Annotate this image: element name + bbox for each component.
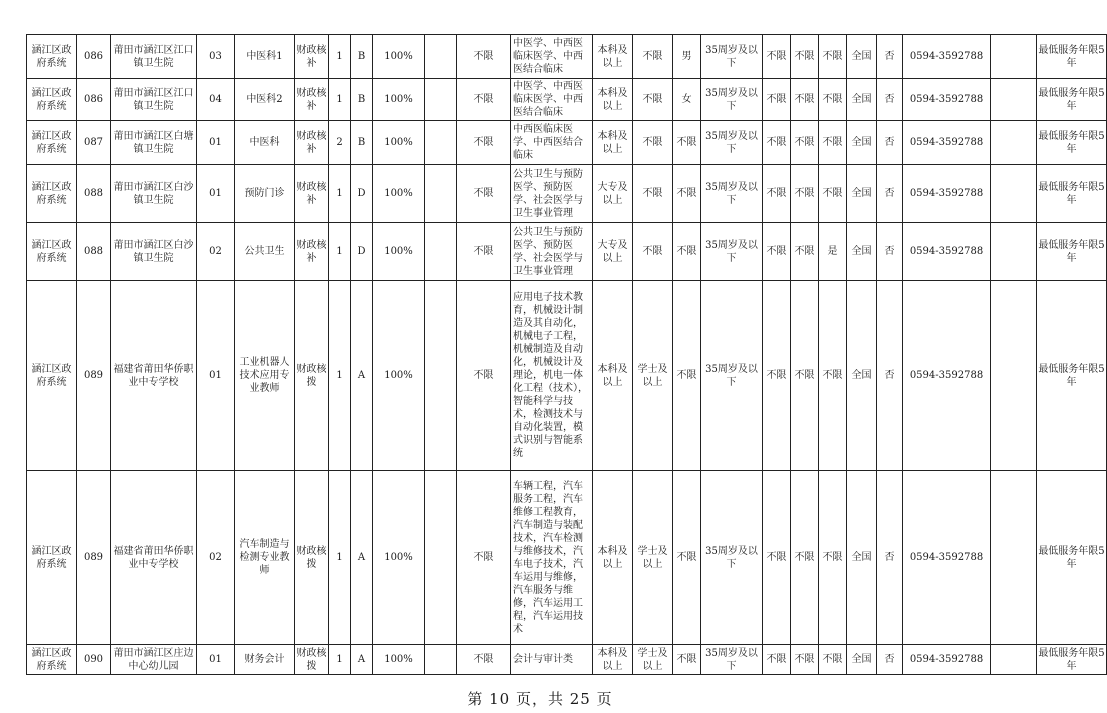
cell-unit-code: 086	[77, 79, 111, 121]
cell-category: B	[351, 35, 373, 79]
cell-system: 涵江区政府系统	[27, 223, 77, 281]
cell-unit-code: 088	[77, 223, 111, 281]
cell-education: 本科及以上	[593, 121, 633, 165]
cell-age: 35周岁及以下	[701, 79, 763, 121]
table-row	[27, 121, 1107, 165]
cell-major: 公共卫生与预防医学、预防医学、社会医学与卫生事业管理	[511, 223, 593, 281]
cell-education: 本科及以上	[593, 35, 633, 79]
cell-unit-code: 089	[77, 471, 111, 645]
cell-num: 1	[329, 79, 351, 121]
cell-num: 1	[329, 223, 351, 281]
cell-c1: 不限	[763, 281, 791, 471]
cell-phone: 0594-3592788	[903, 121, 991, 165]
cell-unit-code: 087	[77, 121, 111, 165]
cell-ratio: 100%	[373, 471, 425, 645]
cell-education: 大专及以上	[593, 223, 633, 281]
cell-c1: 不限	[763, 165, 791, 223]
cell-c3: 不限	[819, 471, 847, 645]
cell-area: 全国	[847, 281, 877, 471]
cell-phone: 0594-3592788	[903, 35, 991, 79]
cell-quota: 不限	[457, 645, 511, 675]
cell-category: A	[351, 281, 373, 471]
cell-phone: 0594-3592788	[903, 645, 991, 675]
cell-funding: 财政核补	[295, 79, 329, 121]
cell-system: 涵江区政府系统	[27, 165, 77, 223]
cell-num: 2	[329, 121, 351, 165]
cell-major: 中医学、中西医临床医学、中西医结合临床	[511, 35, 593, 79]
cell-pos-code: 01	[197, 165, 235, 223]
cell-note: 最低服务年限5年	[1037, 223, 1107, 281]
cell-system: 涵江区政府系统	[27, 79, 77, 121]
cell-major: 应用电子技术教育，机械设计制造及其自动化，机械电子工程，机械制造及自动化，机械设计及理论，机电一体化工程（技术），智能科学与技术，检测技术与自动化装置，模式识别与智能系统	[511, 281, 593, 471]
cell-unit: 莆田市涵江区白沙镇卫生院	[111, 223, 197, 281]
cell-c2: 不限	[791, 645, 819, 675]
cell-quota: 不限	[457, 165, 511, 223]
cell-system: 涵江区政府系统	[27, 35, 77, 79]
cell-unit: 福建省莆田华侨职业中专学校	[111, 281, 197, 471]
cell-system: 涵江区政府系统	[27, 121, 77, 165]
cell-ratio: 100%	[373, 223, 425, 281]
cell-c3: 不限	[819, 281, 847, 471]
cell-note: 最低服务年限5年	[1037, 79, 1107, 121]
cell-c1: 不限	[763, 471, 791, 645]
cell-major: 中西医临床医学、中西医结合临床	[511, 121, 593, 165]
cell-num: 1	[329, 471, 351, 645]
cell-c2: 不限	[791, 121, 819, 165]
cell-unit: 莆田市涵江区白塘镇卫生院	[111, 121, 197, 165]
cell-gender: 不限	[673, 645, 701, 675]
cell-quota: 不限	[457, 79, 511, 121]
cell-gender: 不限	[673, 281, 701, 471]
cell-c3: 不限	[819, 35, 847, 79]
cell-blank1	[425, 165, 457, 223]
cell-major: 公共卫生与预防医学、预防医学、社会医学与卫生事业管理	[511, 165, 593, 223]
cell-blank1	[425, 35, 457, 79]
cell-major: 中医学、中西医临床医学、中西医结合临床	[511, 79, 593, 121]
cell-num: 1	[329, 645, 351, 675]
cell-exam: 否	[877, 223, 903, 281]
cell-c3: 不限	[819, 165, 847, 223]
cell-degree: 学士及以上	[633, 471, 673, 645]
cell-position: 汽车制造与检测专业教师	[235, 471, 295, 645]
cell-funding: 财政核补	[295, 35, 329, 79]
cell-blank2	[991, 79, 1037, 121]
cell-system: 涵江区政府系统	[27, 471, 77, 645]
cell-age: 35周岁及以下	[701, 35, 763, 79]
cell-blank1	[425, 645, 457, 675]
cell-gender: 不限	[673, 471, 701, 645]
cell-phone: 0594-3592788	[903, 471, 991, 645]
table-row	[27, 645, 1107, 675]
cell-area: 全国	[847, 165, 877, 223]
cell-num: 1	[329, 281, 351, 471]
cell-c3: 是	[819, 223, 847, 281]
cell-note: 最低服务年限5年	[1037, 35, 1107, 79]
cell-c3: 不限	[819, 121, 847, 165]
cell-system: 涵江区政府系统	[27, 645, 77, 675]
recruitment-table	[26, 34, 1107, 675]
cell-c3: 不限	[819, 79, 847, 121]
cell-funding: 财政核补	[295, 223, 329, 281]
table-row	[27, 165, 1107, 223]
cell-exam: 否	[877, 645, 903, 675]
cell-blank2	[991, 471, 1037, 645]
cell-position: 中医科1	[235, 35, 295, 79]
cell-area: 全国	[847, 223, 877, 281]
cell-ratio: 100%	[373, 645, 425, 675]
cell-c2: 不限	[791, 471, 819, 645]
cell-gender: 不限	[673, 121, 701, 165]
cell-pos-code: 03	[197, 35, 235, 79]
cell-c1: 不限	[763, 121, 791, 165]
cell-phone: 0594-3592788	[903, 281, 991, 471]
cell-degree: 不限	[633, 121, 673, 165]
cell-ratio: 100%	[373, 165, 425, 223]
cell-blank2	[991, 223, 1037, 281]
cell-unit-code: 090	[77, 645, 111, 675]
cell-unit-code: 089	[77, 281, 111, 471]
table-row	[27, 223, 1107, 281]
cell-unit-code: 086	[77, 35, 111, 79]
cell-gender: 不限	[673, 223, 701, 281]
cell-major: 会计与审计类	[511, 645, 593, 675]
cell-ratio: 100%	[373, 35, 425, 79]
cell-age: 35周岁及以下	[701, 471, 763, 645]
cell-blank1	[425, 223, 457, 281]
cell-position: 工业机器人技术应用专业教师	[235, 281, 295, 471]
cell-position: 中医科	[235, 121, 295, 165]
cell-gender: 不限	[673, 165, 701, 223]
cell-area: 全国	[847, 79, 877, 121]
cell-blank2	[991, 121, 1037, 165]
cell-education: 大专及以上	[593, 165, 633, 223]
cell-degree: 不限	[633, 165, 673, 223]
cell-degree: 不限	[633, 35, 673, 79]
cell-major: 车辆工程，汽车服务工程，汽车维修工程教育，汽车制造与装配技术，汽车检测与维修技术，汽车电子技术，汽车运用与维修，汽车服务与维修，汽车运用工程，汽车运用技术	[511, 471, 593, 645]
table-row	[27, 35, 1107, 79]
cell-category: D	[351, 165, 373, 223]
cell-position: 预防门诊	[235, 165, 295, 223]
cell-blank2	[991, 35, 1037, 79]
cell-note: 最低服务年限5年	[1037, 281, 1107, 471]
cell-c2: 不限	[791, 223, 819, 281]
cell-area: 全国	[847, 35, 877, 79]
cell-age: 35周岁及以下	[701, 645, 763, 675]
cell-num: 1	[329, 35, 351, 79]
cell-education: 本科及以上	[593, 79, 633, 121]
cell-funding: 财政核拨	[295, 281, 329, 471]
cell-phone: 0594-3592788	[903, 223, 991, 281]
cell-quota: 不限	[457, 281, 511, 471]
cell-system: 涵江区政府系统	[27, 281, 77, 471]
cell-note: 最低服务年限5年	[1037, 121, 1107, 165]
cell-age: 35周岁及以下	[701, 281, 763, 471]
cell-c1: 不限	[763, 645, 791, 675]
cell-note: 最低服务年限5年	[1037, 645, 1107, 675]
cell-phone: 0594-3592788	[903, 165, 991, 223]
cell-note: 最低服务年限5年	[1037, 471, 1107, 645]
cell-category: A	[351, 471, 373, 645]
cell-c2: 不限	[791, 35, 819, 79]
cell-ratio: 100%	[373, 79, 425, 121]
cell-category: B	[351, 79, 373, 121]
cell-exam: 否	[877, 281, 903, 471]
cell-area: 全国	[847, 471, 877, 645]
cell-c1: 不限	[763, 79, 791, 121]
cell-blank2	[991, 645, 1037, 675]
cell-note: 最低服务年限5年	[1037, 165, 1107, 223]
cell-quota: 不限	[457, 35, 511, 79]
cell-c2: 不限	[791, 281, 819, 471]
cell-c2: 不限	[791, 79, 819, 121]
cell-position: 中医科2	[235, 79, 295, 121]
cell-blank2	[991, 165, 1037, 223]
cell-quota: 不限	[457, 471, 511, 645]
cell-pos-code: 01	[197, 121, 235, 165]
cell-exam: 否	[877, 79, 903, 121]
cell-pos-code: 01	[197, 281, 235, 471]
cell-ratio: 100%	[373, 281, 425, 471]
cell-category: B	[351, 121, 373, 165]
cell-gender: 男	[673, 35, 701, 79]
table-row	[27, 281, 1107, 471]
cell-area: 全国	[847, 121, 877, 165]
cell-blank2	[991, 281, 1037, 471]
cell-funding: 财政核拨	[295, 471, 329, 645]
cell-degree: 学士及以上	[633, 281, 673, 471]
cell-funding: 财政核补	[295, 165, 329, 223]
cell-unit: 莆田市涵江区江口镇卫生院	[111, 35, 197, 79]
cell-unit: 莆田市涵江区江口镇卫生院	[111, 79, 197, 121]
cell-pos-code: 01	[197, 645, 235, 675]
cell-position: 公共卫生	[235, 223, 295, 281]
table-row	[27, 79, 1107, 121]
cell-education: 本科及以上	[593, 645, 633, 675]
cell-c3: 不限	[819, 645, 847, 675]
cell-phone: 0594-3592788	[903, 79, 991, 121]
cell-age: 35周岁及以下	[701, 223, 763, 281]
cell-unit: 福建省莆田华侨职业中专学校	[111, 471, 197, 645]
cell-funding: 财政核拨	[295, 645, 329, 675]
cell-position: 财务会计	[235, 645, 295, 675]
cell-education: 本科及以上	[593, 281, 633, 471]
cell-exam: 否	[877, 165, 903, 223]
cell-quota: 不限	[457, 223, 511, 281]
cell-exam: 否	[877, 35, 903, 79]
cell-num: 1	[329, 165, 351, 223]
cell-funding: 财政核补	[295, 121, 329, 165]
cell-gender: 女	[673, 79, 701, 121]
cell-area: 全国	[847, 645, 877, 675]
cell-quota: 不限	[457, 121, 511, 165]
cell-age: 35周岁及以下	[701, 121, 763, 165]
cell-pos-code: 02	[197, 471, 235, 645]
cell-unit: 莆田市涵江区庄边中心幼儿园	[111, 645, 197, 675]
cell-category: D	[351, 223, 373, 281]
cell-c2: 不限	[791, 165, 819, 223]
cell-exam: 否	[877, 471, 903, 645]
cell-degree: 不限	[633, 79, 673, 121]
cell-c1: 不限	[763, 35, 791, 79]
cell-c1: 不限	[763, 223, 791, 281]
cell-exam: 否	[877, 121, 903, 165]
cell-pos-code: 02	[197, 223, 235, 281]
cell-unit-code: 088	[77, 165, 111, 223]
cell-degree: 学士及以上	[633, 645, 673, 675]
cell-category: A	[351, 645, 373, 675]
cell-blank1	[425, 121, 457, 165]
cell-blank1	[425, 471, 457, 645]
cell-age: 35周岁及以下	[701, 165, 763, 223]
table-row	[27, 471, 1107, 645]
cell-pos-code: 04	[197, 79, 235, 121]
cell-education: 本科及以上	[593, 471, 633, 645]
cell-degree: 不限	[633, 223, 673, 281]
cell-blank1	[425, 281, 457, 471]
cell-blank1	[425, 79, 457, 121]
cell-unit: 莆田市涵江区白沙镇卫生院	[111, 165, 197, 223]
cell-ratio: 100%	[373, 121, 425, 165]
page-footer: 第 10 页，共 25 页	[467, 690, 613, 708]
